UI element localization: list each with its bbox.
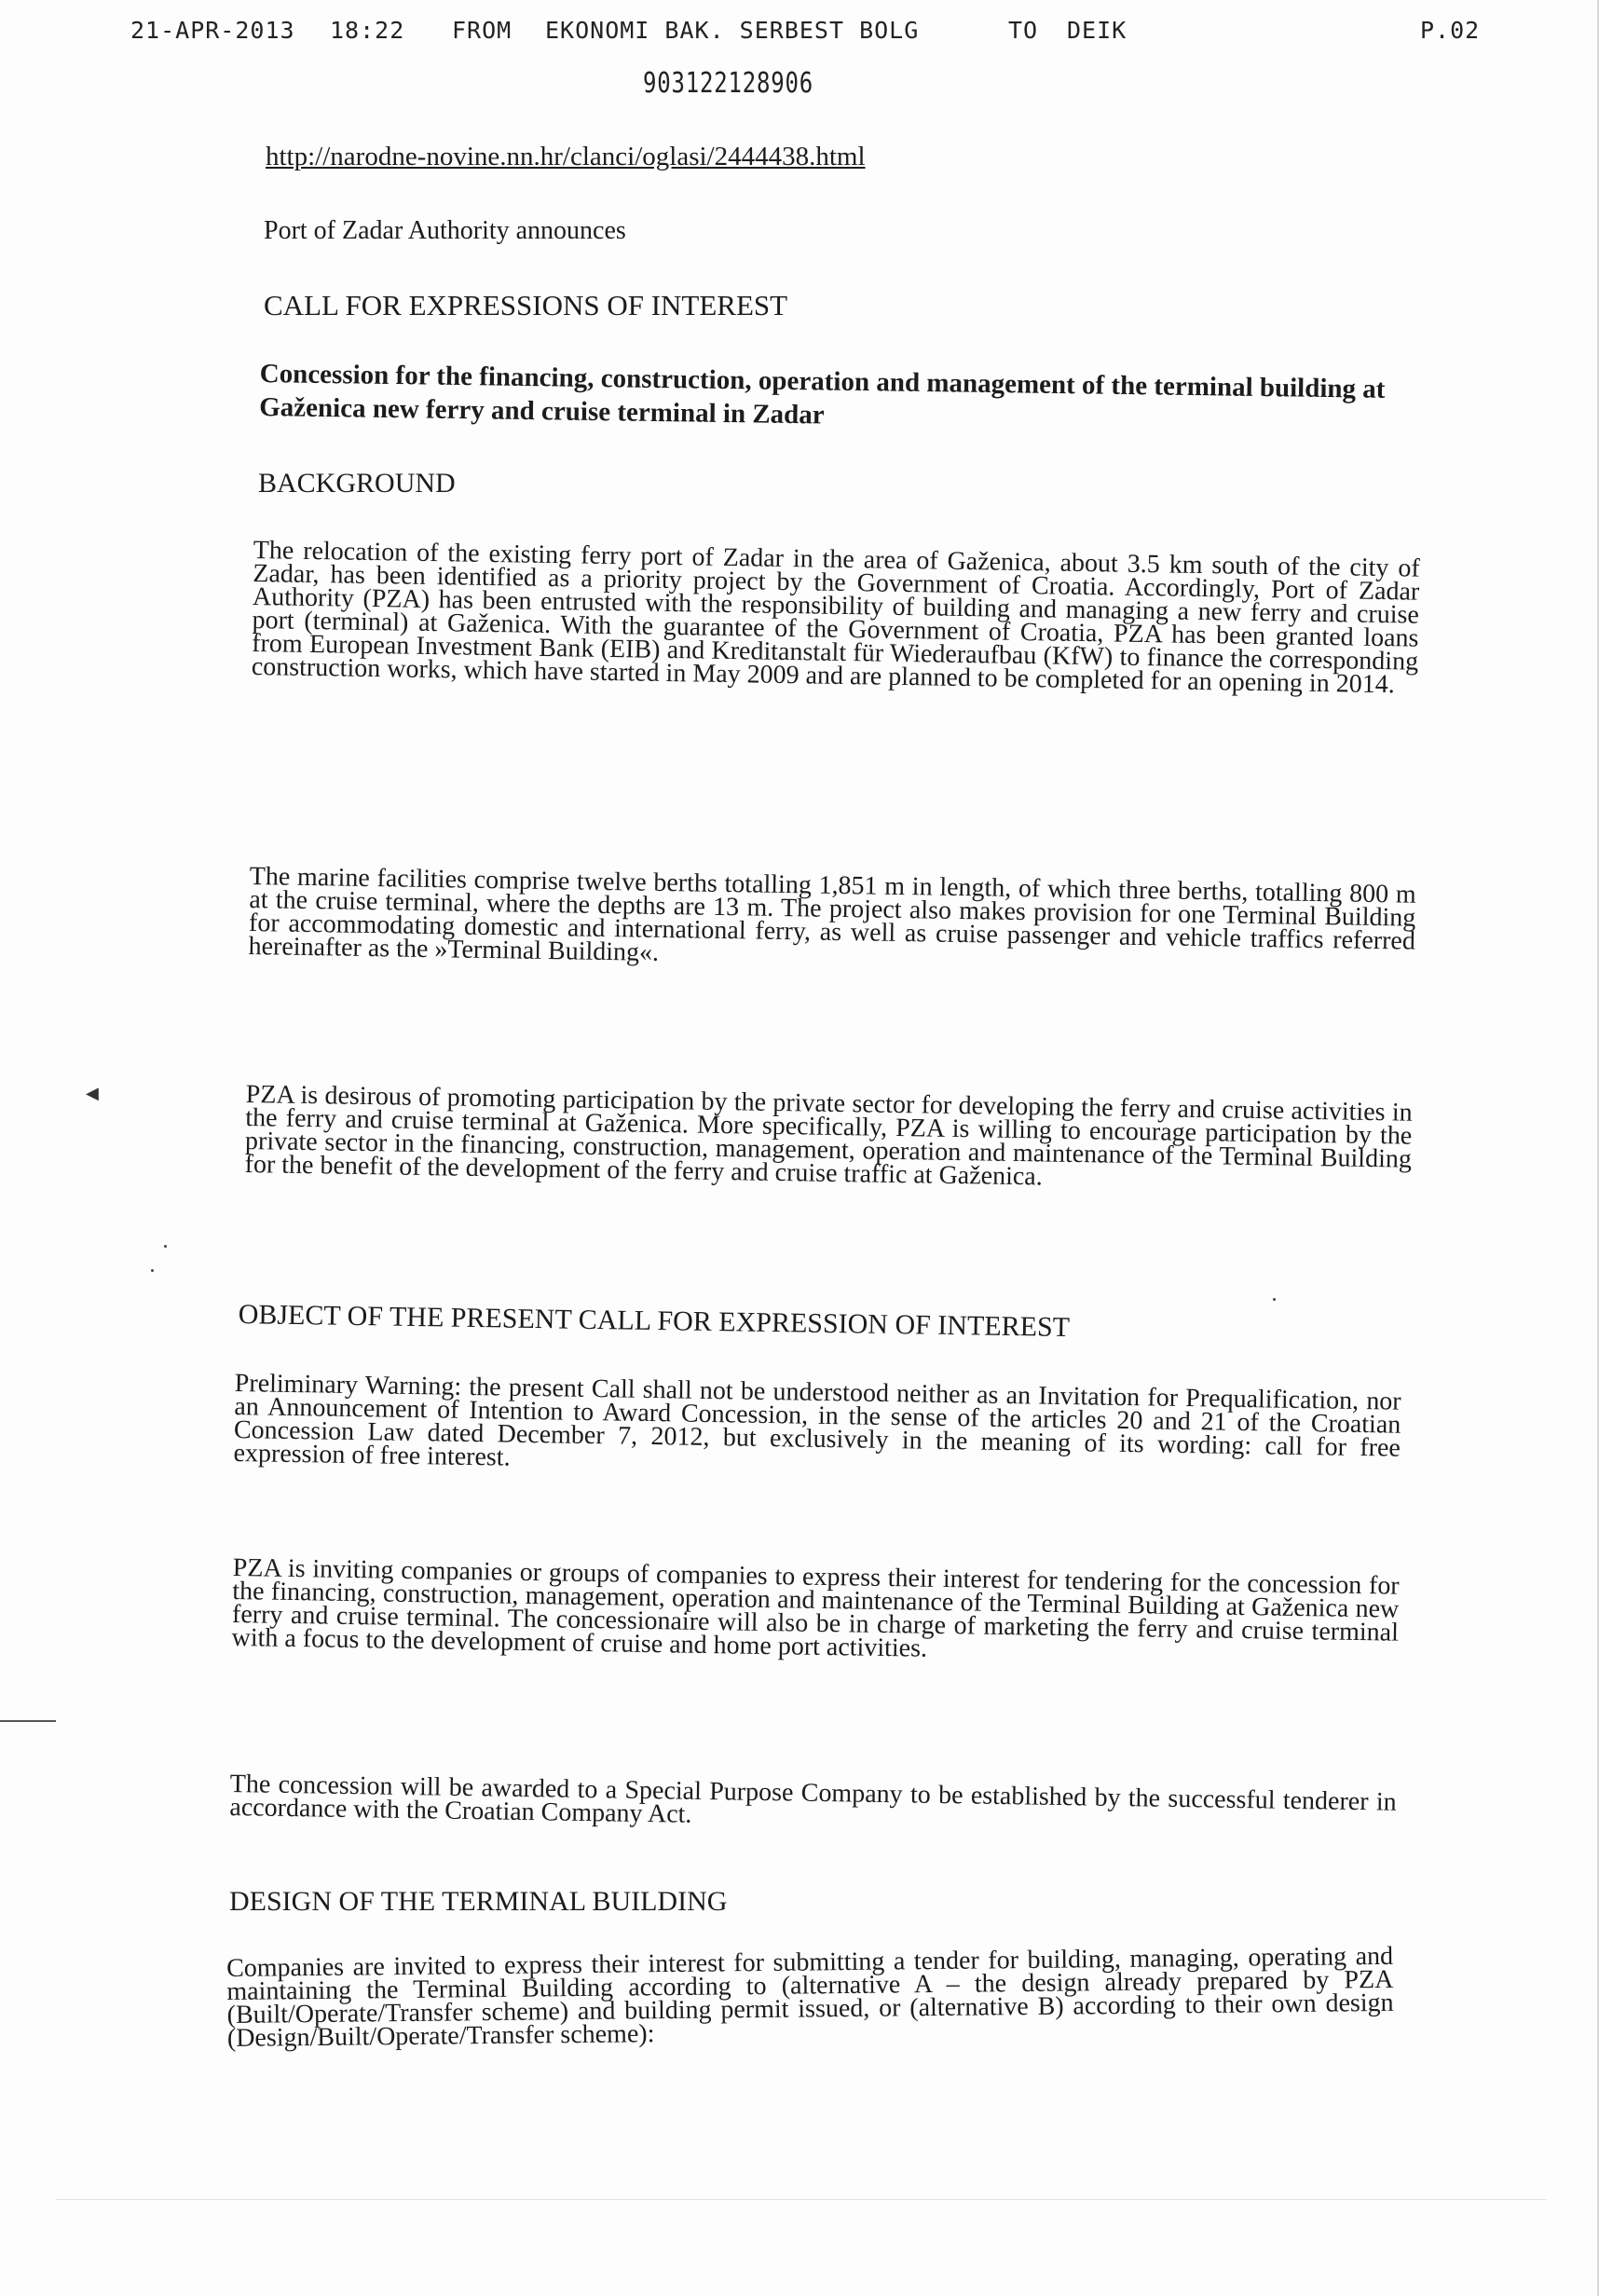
section-heading-design: DESIGN OF THE TERMINAL BUILDING bbox=[229, 1886, 728, 1917]
fax-to-label: TO bbox=[1008, 17, 1039, 44]
fax-page-number: P.02 bbox=[1420, 17, 1481, 44]
fax-date: 21-APR-2013 bbox=[130, 17, 295, 44]
section-heading-object: OBJECT OF THE PRESENT CALL FOR EXPRESSION OF INTEREST bbox=[238, 1299, 1071, 1344]
paragraph-private-sector: PZA is desirous of promoting participation by the private sector for developing the ferry and cruise activities in the ferry and cruise terminal at Gaženica. More specifically, PZA is willing to encourage participation by the private sector in the financing, construction, management, operation and maintenance of the Terminal Building for the benefit of the development of the ferry and cruise traffic at Gaženica. bbox=[244, 1080, 1413, 1192]
paragraph-preliminary-warning: Preliminary Warning: the present Call shall not be understood neither as an Invitation for Prequalification, nor an Announcement of Intention to Award Concession, in the sense of the articles 20 and 21 of the Croatian Concession Law dated December 7, 2012, but exclusively in the meaning of its wording: call for free expression of free interest. bbox=[233, 1369, 1401, 1472]
fax-phone-number: 903122128906 bbox=[643, 67, 813, 100]
margin-arrow-icon: ◀ bbox=[86, 1084, 99, 1103]
fax-time: 18:22 bbox=[330, 17, 405, 44]
scan-speck bbox=[164, 1245, 167, 1248]
paragraph-inviting-companies: PZA is inviting companies or groups of companies to express their interest for tendering for the concession for the financing, construction, management, operation and maintenance of the Terminal Building at Gaženica new ferry and cruise terminal. The concessionaire will also be in charge of marketing the ferry and cruise terminal with a focus to the development of cruise and home port activities. bbox=[231, 1553, 1400, 1663]
scan-speck bbox=[1273, 1298, 1276, 1301]
fax-to-value: DEIK bbox=[1067, 17, 1128, 44]
paragraph-special-purpose-company: The concession will be awarded to a Special Purpose Company to be established by the successful tenderer in accordance with the Croatian Company Act. bbox=[229, 1770, 1397, 1829]
fax-from-label: FROM bbox=[452, 17, 512, 44]
paragraph-design-alternatives: Companies are invited to express their interest for submitting a tender for building, managing, operating and maintaining the Terminal Building according to (alternative A – the design already prepared by PZA (Built/Operate/Transfer scheme) and building permit issued, or (alternative B) according to their own design (Design/Built/Operate/Transfer scheme): bbox=[226, 1941, 1394, 2053]
fax-header bbox=[130, 13, 1491, 50]
intro-line: Port of Zadar Authority announces bbox=[264, 216, 626, 245]
scan-edge-line bbox=[0, 1720, 56, 1722]
section-heading-background: BACKGROUND bbox=[258, 468, 456, 499]
source-url-link[interactable]: http://narodne-novine.nn.hr/clanci/oglasi/2444438.html bbox=[266, 142, 866, 171]
fax-from-value: EKONOMI BAK. SERBEST BOLG bbox=[545, 17, 920, 44]
concession-title: Concession for the financing, construction, operation and management of the terminal building at Gaženica new ferry and cruise terminal in Zadar bbox=[259, 358, 1386, 430]
scan-speck bbox=[151, 1269, 154, 1272]
call-title: CALL FOR EXPRESSIONS OF INTEREST bbox=[264, 289, 788, 321]
scan-bottom-edge bbox=[56, 2199, 1547, 2200]
paragraph-relocation: The relocation of the existing ferry port of Zadar in the area of Gaženica, about 3.5 km south of the city of Zadar, has been identified as a priority project by the Government of Croatia. Accordingly, Port of Zadar Authority (PZA) has been entrusted with the responsibility of building and managing a new ferry and cruise port (terminal) at Gaženica. With the guarantee of the Government of Croatia, PZA has been granted loans from European Investment Bank (EIB) and Kreditanstalt für Wiederaufbau (KfW) to finance the corresponding construction works, which have started in May 2009 and are planned to be completed for an opening in 2014. bbox=[251, 536, 1420, 700]
paragraph-marine-facilities: The marine facilities comprise twelve berths totalling 1,851 m in length, of which three berths, totalling 800 m at the cruise terminal, where the depths are 13 m. The project also makes provision for one Terminal Building for accommodating domestic and international ferry, as well as cruise passenger and vehicle traffics referred hereinafter as the »Terminal Building«. bbox=[248, 862, 1416, 967]
